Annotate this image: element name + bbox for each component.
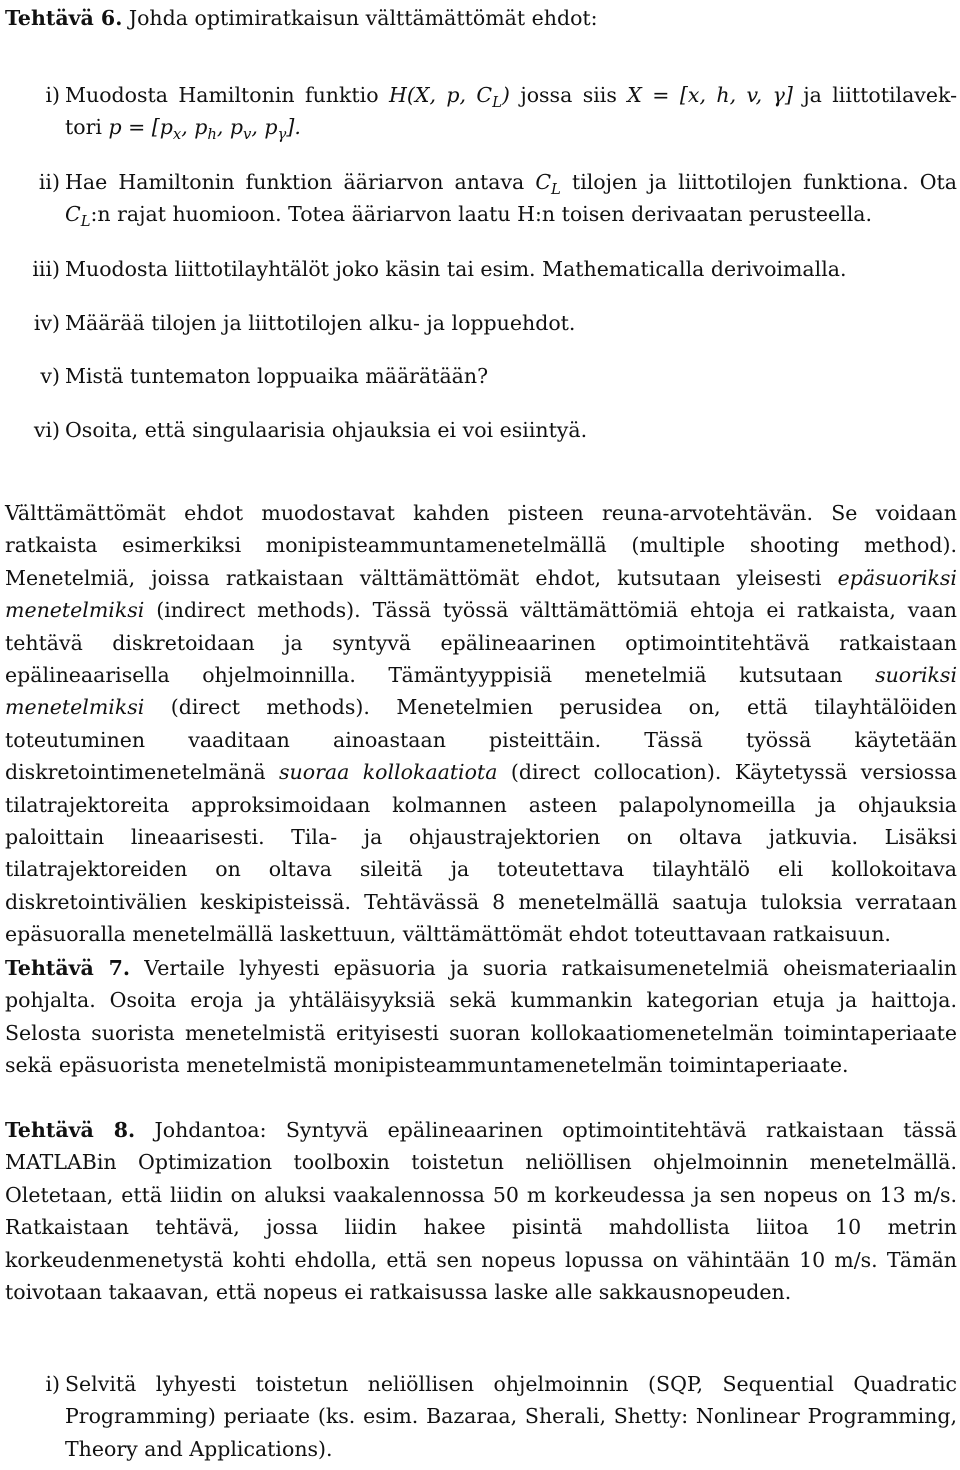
task6-label: Tehtävä 6. <box>5 6 123 30</box>
task7-paragraph <box>5 952 957 1082</box>
task6-item-vi <box>5 414 957 447</box>
task8-paragraph <box>5 1114 957 1308</box>
item-text: Osoita, että singulaarisia ohjauksia ei voi esiintyä. <box>65 418 588 442</box>
item-number: vi) <box>33 418 60 442</box>
item-number: ii) <box>38 170 60 194</box>
methods-paragraph: Välttämättömät ehdot muodostavat kahden pisteen reuna-arvotehtävän. Se voidaan ratkaista esimerkiksi monipisteammuntamenetelmällä (multiple shooting method). Menetelmiä, joissa ratkaistaan välttämättömät ehdot, kutsutaan yleisesti epäsuoriksi menetelmiksi (indirect methods). Tässä työssä välttämättömiä ehtoja ei ratkaista, vaan tehtävä diskretoidaan ja syntyvä epälineaarinen optimointitehtävä ratkaistaan epälineaarisella ohjelmoinnilla. Tämäntyyppisiä menetelmiä kutsutaan suoriksi menetelmiksi (direct methods). Menetelmien perusidea on, että tilayhtälöiden toteutuminen vaaditaan ainoastaan pisteittäin. Tässä työssä käytetään diskretointimenetelmänä suoraa kollokaatiota (direct collocation). Käytetyssä versiossa tilatrajektoreita approksimoidaan kolmannen asteen palapolynomeilla ja ohjauksia paloittain lineaarisesti. Tila- ja ohjaustrajektorien on oltava jatkuvia. Lisäksi tilatrajektoreiden on oltava sileitä ja toteutettava tilayhtälö eli kollokoitava diskretointivälien keskipisteissä. Tehtävässä 8 menetelmällä saatuja tuloksia verrataan epäsuoralla menetelmällä laskettuun, välttämättömät ehdot toteuttavaan ratkaisuun. <box>5 501 957 947</box>
task6-intro: Johda optimiratkaisun välttämättömät ehdot: <box>128 6 598 30</box>
item-number: iii) <box>32 257 60 281</box>
emphasis-direct-collocation: suoraa kollokaatiota <box>279 760 498 785</box>
task6-item-v <box>5 360 957 393</box>
item-text: Mistä tuntematon loppuaika määrätään? <box>65 364 489 388</box>
task7-text: Vertaile lyhyesti epäsuoria ja suoria ratkaisumenetelmiä oheismateriaalin pohjalta. Osoita eroja ja yhtäläisyyksiä sekä kummankin kategorian etuja ja haittoja. Selosta suorista menetelmistä erityisesti suoran kollokaatiomenetelmän toimintaperiaate sekä epäsuorista menetelmistä monipisteammuntamenetelmän toimintaperiaate. <box>5 956 957 1078</box>
item-text: Muodosta Hamiltonin funktio H(X, p, $C_L$) jossa siis X = [x, h, v, γ] ja liittotilavek- tori $p = [p_x$, $p_h$, $p_v$, $p_\gamma$]. <box>65 83 957 144</box>
item-number: iv) <box>33 311 60 335</box>
item-text: Selvitä lyhyesti toistetun neliöllisen ohjelmoinnin (SQP, Sequential Quadratic Programming) periaate (ks. esim. Bazaraa, Sherali, Shetty: Nonlinear Programming, Theory and Applications). <box>65 1372 957 1461</box>
emphasis-direct-methods: suoriksi menetelmiksi <box>5 663 957 720</box>
item-text: Muodosta liittotilayhtälöt joko käsin tai esim. Mathematicalla derivoimalla. <box>65 257 847 281</box>
item-text: Määrää tilojen ja liittotilojen alku- ja loppuehdot. <box>65 311 576 335</box>
task6-heading <box>5 2 957 34</box>
task6-item-iv <box>5 307 957 340</box>
item-number: v) <box>40 364 60 388</box>
item-text: Hae Hamiltonin funktion ääriarvon antava $C_L$ tilojen ja liittotilojen funktiona. Ota $C_L:n$ rajat huomioon. Totea ääriarvon laatu H:n toisen derivaatan perusteella. <box>65 170 957 231</box>
task8-label: Tehtävä 8. <box>5 1118 136 1142</box>
task6-item-ii <box>5 166 957 232</box>
item-number: i) <box>45 1372 60 1396</box>
item-number: i) <box>45 83 60 107</box>
task6-item-iii <box>5 253 957 286</box>
task6-item-i <box>5 79 957 145</box>
emphasis-indirect-methods: epäsuoriksi menetelmiksi <box>5 565 957 623</box>
task8-text: Johdantoa: Syntyvä epälineaarinen optimointitehtävä ratkaistaan tässä MATLABin Optimization toolboxin toistetun neliöllisen ohjelmoinnin menetelmällä. Oletetaan, että liidin on aluksi vaakalennossa 50 m korkeudessa ja sen nopeus on 13 m/s. Ratkaistaan tehtävä, jossa liidin hakee pisintä mahdollista liitoa 10 metrin korkeudenmenetystä kohti ehdolla, että sen nopeus lopussa on vähintään 10 m/s. Tämän toivotaan takaavan, että nopeus ei ratkaisussa laske alle sakkausnopeuden. <box>5 1118 957 1305</box>
task8-item-i <box>5 1368 957 1468</box>
task7-label: Tehtävä 7. <box>5 956 131 980</box>
